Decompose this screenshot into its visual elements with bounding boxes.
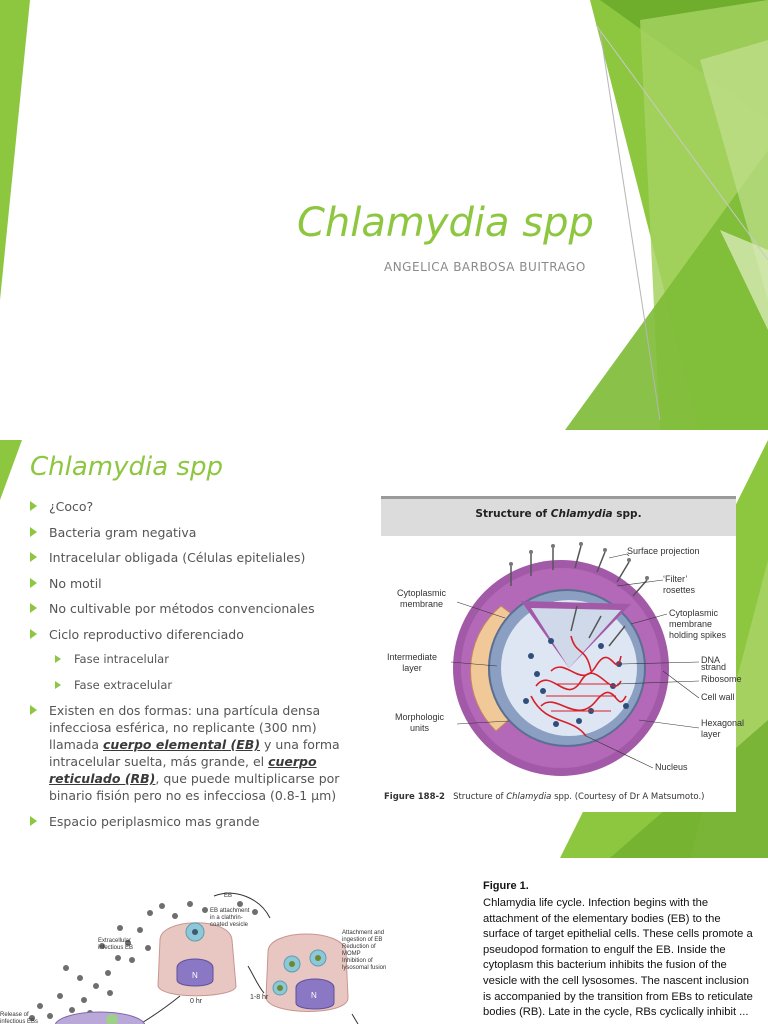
label-intermediate-layer: Intermediate layer — [387, 652, 438, 673]
bullet-item: No motil — [30, 575, 360, 592]
label-nucleus: Nucleus — [655, 762, 688, 772]
rb-2 — [315, 955, 321, 961]
rb-1 — [289, 961, 295, 967]
arrow-progress — [248, 966, 264, 993]
bullet-item: ¿Coco? — [30, 498, 360, 515]
label-dna-strand: DNA strand — [701, 655, 727, 672]
label-release: Release of infectious EBs — [0, 1012, 39, 1024]
bullet-arrow-icon — [30, 603, 37, 613]
bullet-arrow-icon — [30, 629, 37, 639]
label-cell-wall: Cell wall — [701, 692, 735, 702]
bullet-arrow-icon — [55, 681, 61, 689]
content-slide — [0, 440, 768, 858]
bullet-item: Bacteria gram negativa — [30, 524, 360, 541]
bullet-item: Ciclo reproductivo diferenciado — [30, 626, 360, 643]
label-nucleus-n: N — [192, 971, 198, 980]
label-filter-rosettes: ‘Filter’ rosettes — [663, 574, 696, 595]
slide-subtitle: ANGELICA BARBOSA BUITRAGO — [384, 260, 586, 274]
top-left-accent — [0, 440, 22, 500]
arrow-down — [352, 1014, 358, 1024]
bullet-arrow-icon — [30, 527, 37, 537]
bullet-item: No cultivable por métodos convencionales — [30, 600, 360, 617]
label-time-1-8hr: 1-8 hr — [250, 994, 269, 1001]
bullet-arrow-icon — [30, 578, 37, 588]
rb-3 — [277, 985, 283, 991]
chlamydia-structure-figure — [381, 496, 745, 812]
label-cytoplasmic-membrane: Cytoplasmic membrane — [397, 588, 447, 609]
bullet-item: Espacio periplasmico mas grande — [30, 813, 360, 830]
slide-title: Chlamydia spp — [297, 200, 594, 246]
bullet-list — [30, 498, 360, 838]
bullet-arrow-icon — [30, 705, 37, 715]
label-surface-projection: Surface projection — [627, 546, 700, 556]
bullet-arrow-icon — [30, 501, 37, 511]
lifecycle-slide — [0, 868, 768, 1024]
label-extracellular-eb: Extracellular infectious EB — [98, 938, 134, 951]
bullet-arrow-icon — [30, 552, 37, 562]
sub-bullet-item: Fase intracelular — [55, 651, 360, 668]
term-elemental-body: cuerpo elemental (EB) — [103, 737, 261, 752]
label-nucleus-n-2: N — [311, 991, 317, 1000]
eb-in-vesicle — [192, 929, 198, 935]
left-accent-shape — [0, 0, 30, 300]
bullet-item: Existen en dos formas: una partícula densa infecciosa esférica, no replicante (300 nm) llamada cuerpo elemental (EB) y una forma intracelular suelta, más grande, el cuerpo reticulado (RB), que puede multiplicarse por binario fisión pero no es infecciosa (0.8-1 µm) — [30, 702, 360, 804]
label-morphologic-units: Morphologic units — [395, 712, 445, 733]
bullet-arrow-icon — [30, 816, 37, 826]
label-eb-attachment: EB attachment in a clathrin- coated vesicle — [210, 908, 250, 928]
sub-bullet-item: Fase extracelular — [55, 677, 360, 694]
bullet-arrow-icon — [55, 655, 61, 663]
figure1-description: Chlamydia life cycle. Infection begins with the attachment of the elementary bodies (EB) to the surface of target epithelial cells. These cells promote a pseudopod formation to engulf the EB. Inside the cytoplasm this bacterium inhibits the fusion of the vesicle with the cell lysosomes. The nascent inclusion is accompanied by the transition from EBs to reticulate bodies (RB). Late in the cycle, RBs cyclically inhibit ... — [483, 897, 753, 1019]
label-cytoplasmic-membrane-spikes: Cytoplasmic membrane holding spikes — [669, 608, 727, 640]
title-slide — [0, 0, 768, 430]
figure-caption: Figure 188-2 Structure of Chlamydia spp. (Courtesy of Dr A Matsumoto.) — [384, 792, 705, 802]
label-hexagonal-layer: Hexagonal layer — [701, 718, 745, 739]
figure1-title: Figure 1. — [483, 880, 529, 892]
slide-title: Chlamydia spp — [30, 452, 223, 482]
label-ribosome: Ribosome — [701, 674, 742, 684]
label-attachment-ingestion: Attachment and ingestion of EB Reduction of MOMP Inhibition of lysosomal fusion — [342, 930, 387, 971]
host-cell-release — [55, 1012, 145, 1024]
label-time-0hr: 0 hr — [190, 998, 203, 1005]
term-reticulate-body: cuerpo reticulado (RB) — [49, 754, 317, 786]
label-eb: EB — [224, 893, 233, 899]
chlamydia-structure-illustration — [381, 496, 736, 786]
bullet-item: Intracelular obligada (Células epiteliales) — [30, 549, 360, 566]
arrow-release — [140, 996, 180, 1024]
figure-heading: Structure of Chlamydia spp. — [475, 508, 642, 520]
